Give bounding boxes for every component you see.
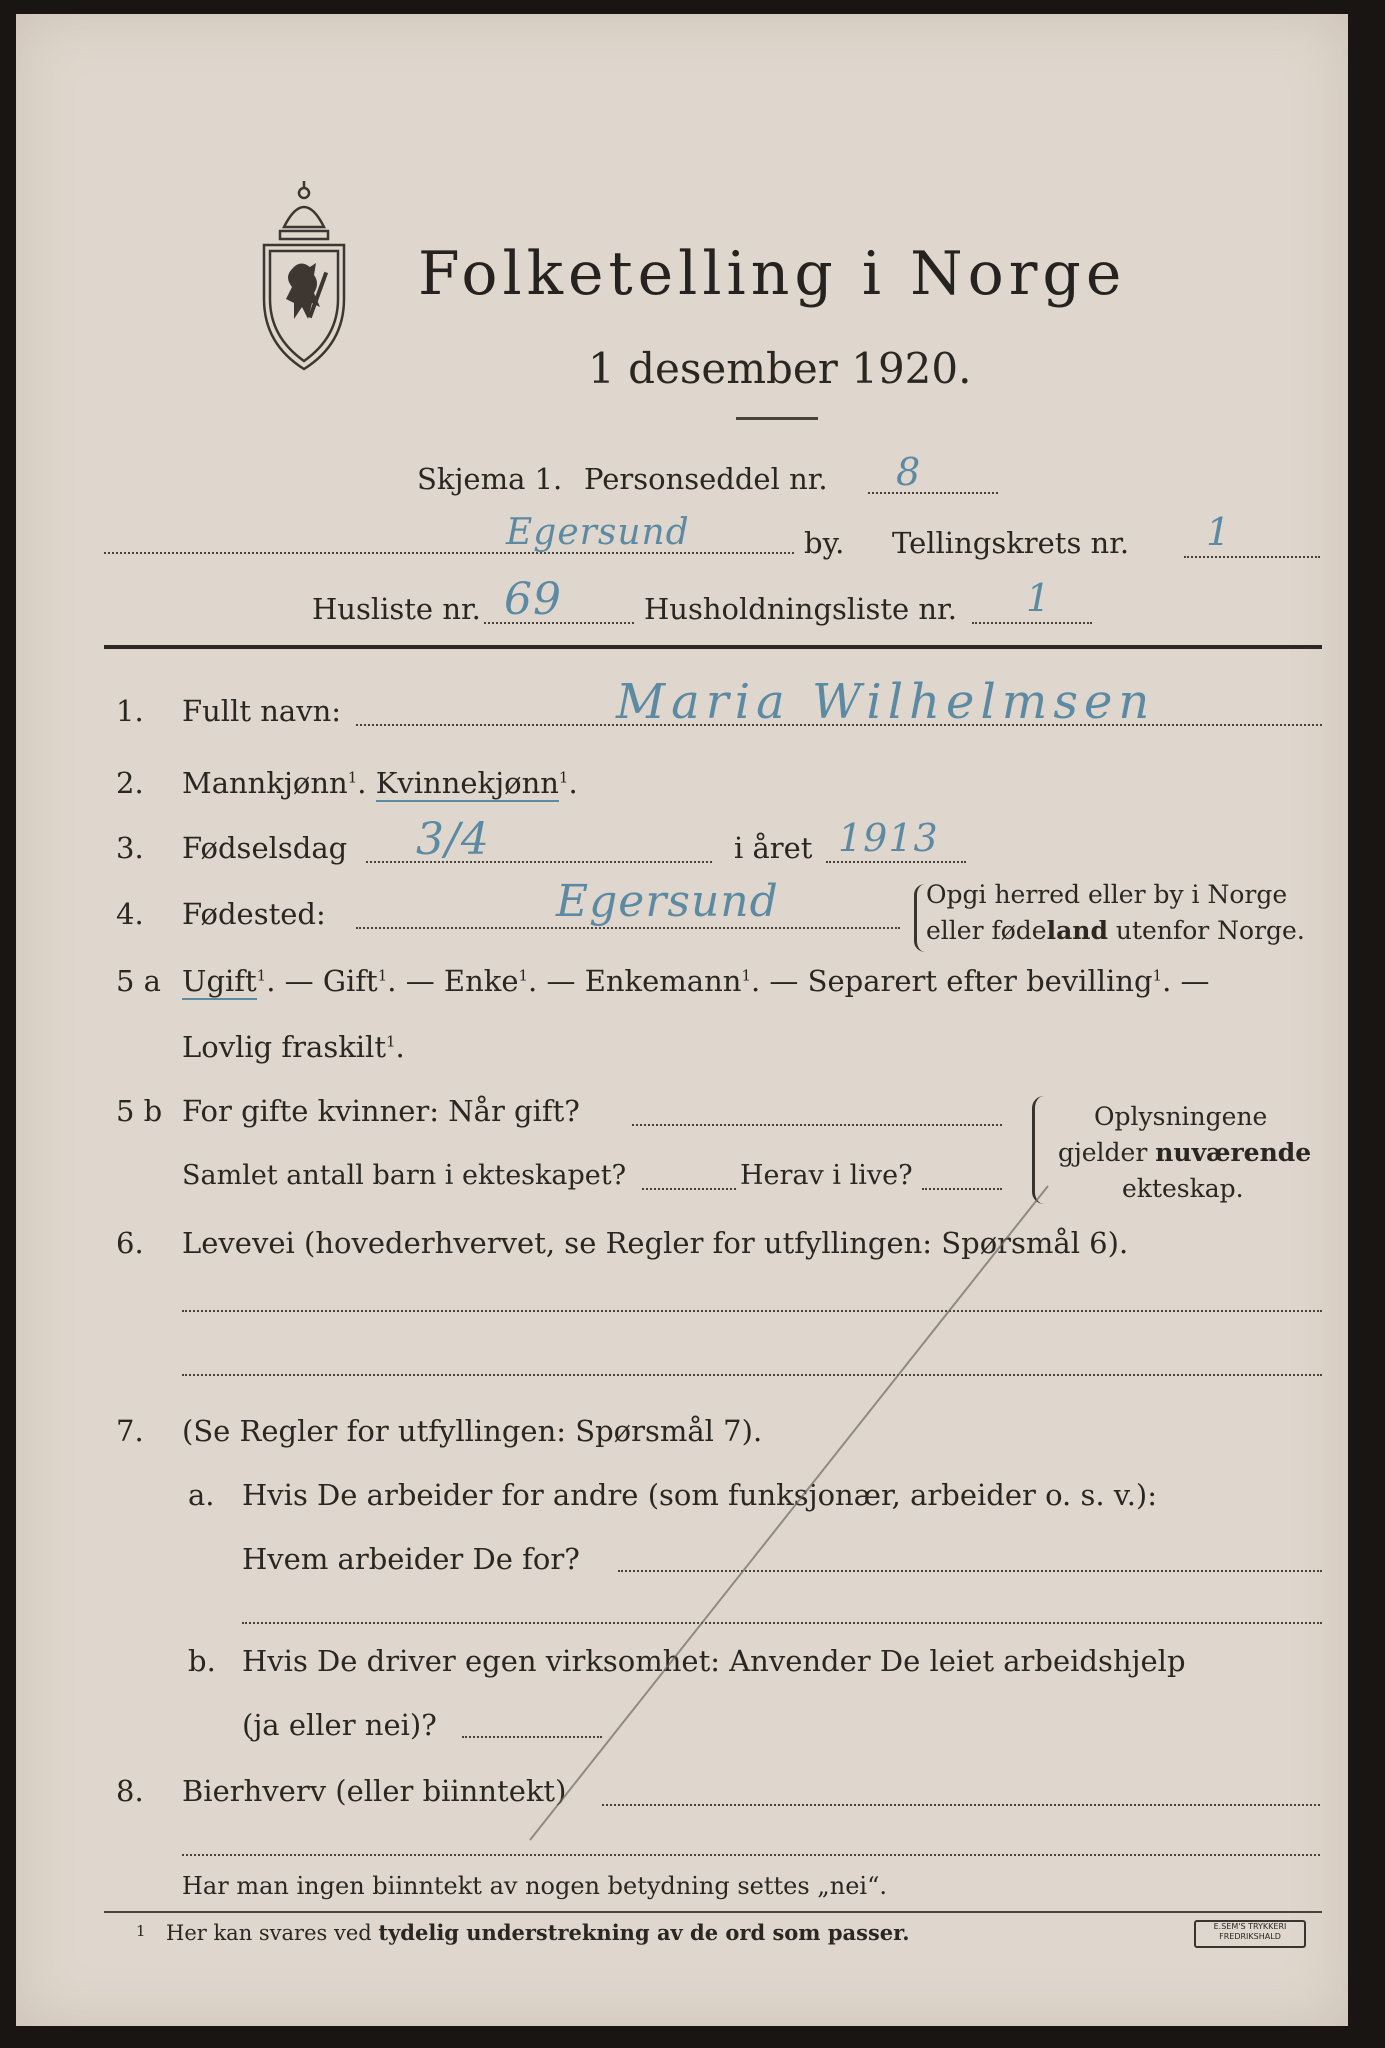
kjonn-options: Mannkjønn$^1$. Kvinnekjønn$^1$. (182, 766, 578, 800)
tellingskrets-value: 1 (1206, 510, 1232, 554)
q7-number: 7. (116, 1414, 144, 1448)
oplysning-note1: Oplysningene (1094, 1102, 1268, 1131)
form-title: Folketelling i Norge (418, 239, 1127, 309)
oplysning-note3: ekteskap. (1122, 1174, 1244, 1203)
biinntekt-note: Har man ingen biinntekt av nogen betydning settes „nei“. (182, 1872, 887, 1900)
q4-number: 4. (116, 897, 144, 931)
q6-number: 6. (116, 1226, 144, 1260)
skjema-label: Skjema 1. (417, 462, 563, 496)
fodested-label: Fødested: (182, 897, 326, 931)
oplysning-note2: gjelder nuværende (1058, 1138, 1312, 1167)
q1-label: Fullt navn: (182, 694, 342, 728)
husholdningsliste-label: Husholdningsliste nr. (644, 592, 957, 626)
husholdningsliste-value: 1 (1026, 576, 1052, 620)
footnote-text: Her kan svares ved tydelig understrekning av de ord som passer. (166, 1920, 910, 1945)
fodested-value: Egersund (556, 876, 779, 927)
printer-stamp: E.SEM'S TRYKKERI FREDRIKSHALD (1194, 1920, 1306, 1948)
fodselsdag-label: Fødselsdag (182, 831, 348, 865)
mannkjonn-option[interactable]: Mannkjønn (182, 766, 348, 800)
ugift-option[interactable]: Ugift (182, 964, 257, 998)
q7b-letter: b. (188, 1644, 216, 1678)
aret-value: 1913 (838, 816, 939, 860)
fodselsdag-value: 3/4 (416, 814, 490, 865)
footnote-mark: 1 (136, 1922, 146, 1940)
by-label: by. (804, 526, 845, 560)
fraskilt-option[interactable]: Lovlig fraskilt (182, 1030, 386, 1064)
gift-option[interactable]: — Gift (284, 964, 378, 998)
separert-option[interactable]: — Separert efter bevilling (769, 964, 1153, 998)
levevei-label: Levevei (hovederhvervet, se Regler for utfyllingen: Spørsmål 6). (182, 1226, 1129, 1260)
tellingskrets-label: Tellingskrets nr. (892, 526, 1130, 560)
q8-number: 8. (116, 1774, 144, 1808)
pencil-strike-mark (16, 14, 1348, 2026)
q7a-letter: a. (188, 1478, 215, 1512)
nar-gift-label: For gifte kvinner: Når gift? (182, 1094, 580, 1128)
q3-number: 3. (116, 831, 144, 865)
census-date: 1 desember 1920. (588, 344, 972, 393)
bierhverv-label: Bierhverv (eller biinntekt) (182, 1774, 567, 1808)
q1-number: 1. (116, 694, 144, 728)
antall-barn-label: Samlet antall barn i ekteskapet? (182, 1160, 627, 1191)
herav-i-live-label: Herav i live? (740, 1160, 913, 1191)
census-form-page (16, 14, 1348, 2026)
husliste-label: Husliste nr. (312, 592, 481, 626)
fodested-note-line2: eller fødeland utenfor Norge. (926, 916, 1305, 945)
personseddel-value: 8 (896, 450, 922, 494)
fraskilt-line: Lovlig fraskilt$^1$. (182, 1030, 405, 1064)
q7b-question: Hvis De driver egen virksomhet: Anvender De leiet arbeidshjelp (242, 1644, 1186, 1678)
husliste-value: 69 (504, 574, 562, 625)
q5b-number: 5 b (116, 1094, 163, 1128)
q7a-question: Hvis De arbeider for andre (som funksjonær, arbeider o. s. v.): (242, 1478, 1158, 1512)
q5a-number: 5 a (116, 964, 161, 998)
ja-nei-label: (ja eller nei)? (242, 1708, 437, 1742)
kvinnekjonn-option[interactable]: Kvinnekjønn (375, 766, 559, 800)
personseddel-label: Personseddel nr. (584, 462, 828, 496)
sivilstand-options: Ugift$^1$. — Gift$^1$. — Enke$^1$. — Enkemann$^1$. — Separert efter bevilling$^1$. — (182, 964, 1210, 998)
q7-label: (Se Regler for utfyllingen: Spørsmål 7). (182, 1414, 763, 1448)
fodested-note-line1: Opgi herred eller by i Norge (926, 880, 1288, 909)
aret-label: i året (734, 831, 813, 865)
enke-option[interactable]: — Enke (405, 964, 519, 998)
by-value: Egersund (506, 512, 690, 553)
fullt-navn-value: Maria Wilhelmsen (616, 674, 1156, 730)
q2-number: 2. (116, 766, 144, 800)
enkemann-option[interactable]: — Enkemann (546, 964, 742, 998)
hvem-arbeider-label: Hvem arbeider De for? (242, 1542, 580, 1576)
